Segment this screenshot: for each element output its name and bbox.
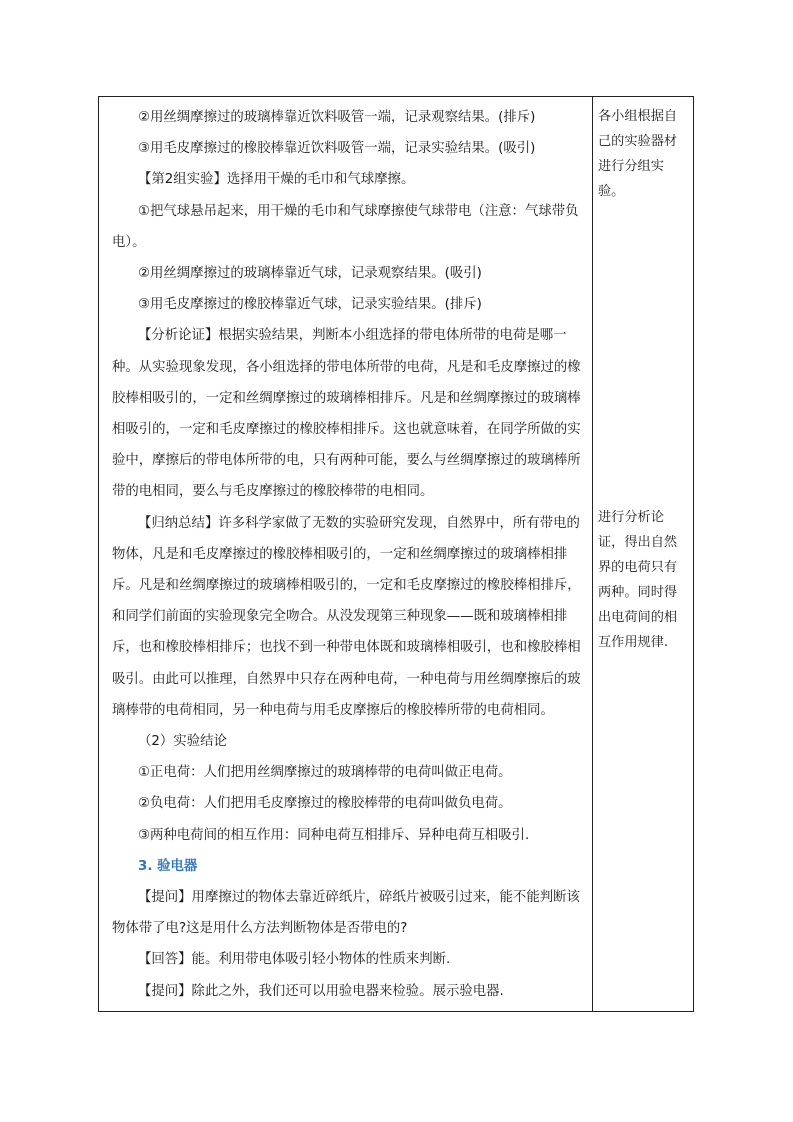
- student-activity-note-mid: [598, 505, 690, 655]
- negative-charge-definition: ②负电荷：人们把用毛皮摩擦过的橡胶棒带的电荷叫做负电荷。: [138, 796, 512, 812]
- step-hang-balloon: ①把气球悬吊起来，用干燥的毛巾和气球摩擦使气球带电（注意：气球带负电）。: [112, 203, 579, 250]
- teaching-process-column: [112, 102, 588, 1007]
- step-rubber-rod-balloon: ③用毛皮摩擦过的橡胶棒靠近气球，记录实验结果。(排斥): [138, 297, 482, 313]
- step-rubber-rod-straw: ③用毛皮摩擦过的橡胶棒靠近饮料吸管一端，记录实验结果。(吸引): [138, 141, 536, 157]
- step-glass-rod-balloon: ②用丝绸摩擦过的玻璃棒靠近气球，记录观察结果。(吸引): [138, 266, 482, 282]
- electroscope-heading: 3. 验电器: [138, 858, 198, 874]
- analysis-paragraph: 【分析论证】根据实验结果，判断本小组选择的带电体所带的电荷是哪一种。从实验现象发现，各小组选择的带电体所带的电荷，凡是和毛皮摩擦过的橡胶棒相吸引的，一定和丝绸摩擦过的玻璃棒相排斥。凡是和丝绸摩擦过的玻璃棒相吸引的，一定和毛皮摩擦过的橡胶棒相排斥。这也就意味着，在同学所做的实验中，摩擦后的带电体所带的电，只有两种可能，要么与丝绸摩擦过的玻璃棒所带的电相同，要么与毛皮摩擦过的橡胶棒带的电相同。: [112, 328, 581, 500]
- charge-interaction-rule: ③两种电荷间的相互作用：同种电荷互相排斥、异种电荷互相吸引.: [138, 827, 530, 843]
- step-glass-rod-straw: ②用丝绸摩擦过的玻璃棒靠近饮料吸管一端，记录观察结果。(排斥): [138, 110, 536, 125]
- group2-experiment-title: 【第2组实验】选择用干燥的毛巾和气球摩擦。: [138, 172, 415, 188]
- analysis-note: 进行分析论证，得出自然界的电荷只有两种。同时得出电荷间的相互作用规律.: [598, 510, 678, 650]
- question-electroscope: 【提问】除此之外，我们还可以用验电器来检验。展示验电器.: [138, 983, 504, 999]
- column-divider: [592, 96, 593, 1012]
- question-paper-scraps: 【提问】用摩擦过的物体去靠近碎纸片，碎纸片被吸引过来，能不能判断该物体带了电?这是用什么方法判断物体是否带电的?: [112, 890, 580, 937]
- positive-charge-definition: ①正电荷：人们把用丝绸摩擦过的玻璃棒带的电荷叫做正电荷。: [138, 765, 512, 781]
- answer-attraction: 【回答】能。利用带电体吸引轻小物体的性质来判断.: [138, 952, 451, 968]
- group-experiment-note: 各小组根据自己的实验器材进行分组实验。: [598, 109, 678, 199]
- student-activity-note-top: [598, 104, 690, 204]
- summary-paragraph: 【归纳总结】许多科学家做了无数的实验研究发现，自然界中，所有带电的物体，凡是和毛皮摩擦过的橡胶棒相吸引的，一定和丝绸摩擦过的玻璃棒相排斥。凡是和丝绸摩擦过的玻璃棒相吸引的，一定和毛皮摩擦过的橡胶棒相排斥，和同学们前面的实验现象完全吻合。从没发现第三种现象——既和玻璃棒相排斥，也和橡胶棒相排斥；也找不到一种带电体既和玻璃棒相吸引，也和橡胶棒相吸引。由此可以推理，自然界中只存在两种电荷，一种电荷与用丝绸摩擦后的玻璃棒带的电荷相同，另一种电荷与用毛皮摩擦后的橡胶棒所带的电荷相同。: [112, 515, 581, 718]
- conclusion-heading: （2）实验结论: [138, 734, 227, 750]
